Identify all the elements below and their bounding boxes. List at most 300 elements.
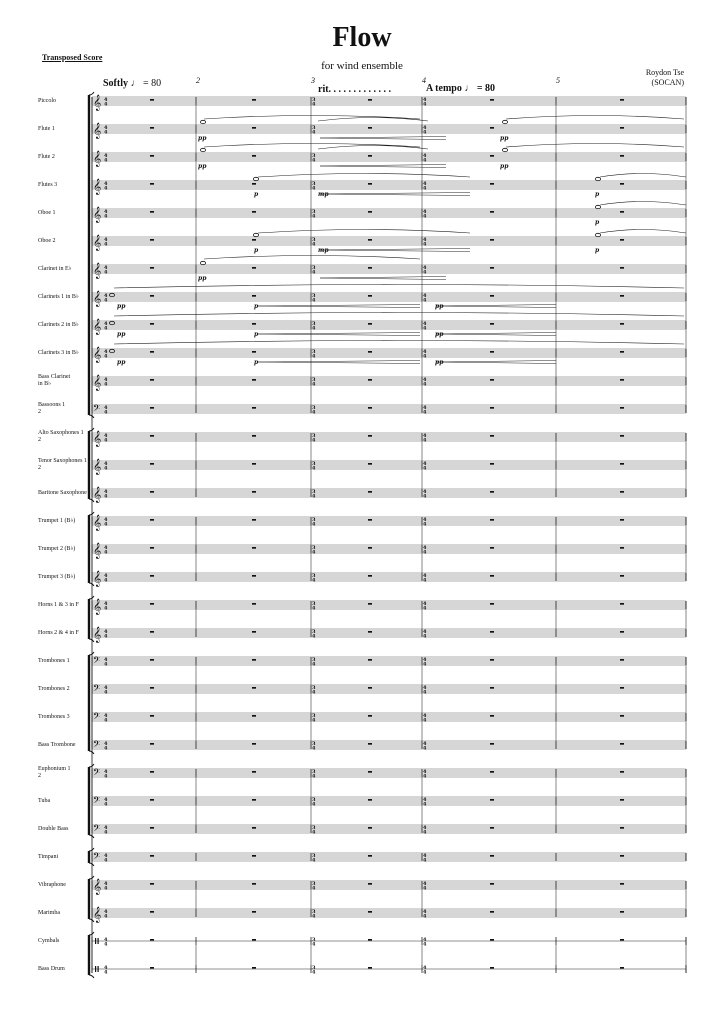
quarter-note-icon: ♩ <box>130 78 141 89</box>
time-signature-numerator: 4 <box>423 489 427 495</box>
treble-clef-icon: 𝄞 <box>93 515 102 531</box>
rest-icon <box>368 575 372 577</box>
rest-icon <box>620 239 624 241</box>
bass-clef-icon: 𝄢 <box>93 795 101 808</box>
instrument-label: Trombones 3 <box>38 714 70 720</box>
rest-icon <box>490 295 494 297</box>
rest-icon <box>150 323 154 325</box>
rest-icon <box>252 323 256 325</box>
rest-icon <box>252 743 256 745</box>
rest-icon <box>252 715 256 717</box>
rest-icon <box>620 603 624 605</box>
time-signature-numerator: 4 <box>423 741 427 747</box>
rest-icon <box>150 239 154 241</box>
time-signature-numerator: 4 <box>104 237 108 243</box>
rest-icon <box>252 883 256 885</box>
tie-slur <box>318 146 428 150</box>
time-signature-numerator: 3 <box>312 489 316 495</box>
time-signature-denominator: 4 <box>104 157 108 164</box>
treble-clef-icon: 𝄞 <box>93 487 102 503</box>
rest-icon <box>490 659 494 661</box>
treble-clef-icon: 𝄞 <box>93 95 102 111</box>
time-signature-denominator: 4 <box>104 773 108 780</box>
time-signature-numerator: 4 <box>423 293 427 299</box>
time-signature-denominator: 4 <box>423 129 427 136</box>
composer-name: Roydon Tse <box>645 68 684 77</box>
time-signature-denominator: 4 <box>423 885 427 892</box>
time-signature-numerator: 4 <box>104 601 108 607</box>
instrument-label: Trumpet 2 (B♭) <box>38 546 76 552</box>
treble-clef-icon: 𝄞 <box>93 263 102 279</box>
rest-icon <box>620 463 624 465</box>
hairpin <box>320 277 446 280</box>
rest-icon <box>368 295 372 297</box>
time-signature-denominator: 4 <box>423 465 427 472</box>
time-signature-numerator: 4 <box>423 769 427 775</box>
rest-icon <box>252 687 256 689</box>
rest-icon <box>150 519 154 521</box>
rest-icon <box>620 715 624 717</box>
dynamic-marking: pp <box>117 359 126 366</box>
tie-slur <box>204 256 420 260</box>
hairpin <box>258 361 420 364</box>
rest-icon <box>252 239 256 241</box>
rest-icon <box>490 183 494 185</box>
time-signature-numerator: 4 <box>104 881 108 887</box>
tie-slur <box>600 174 686 178</box>
time-signature-denominator: 4 <box>423 605 427 612</box>
rest-icon <box>490 939 494 941</box>
rest-icon <box>368 883 372 885</box>
time-signature-numerator: 4 <box>423 713 427 719</box>
rest-icon <box>150 715 154 717</box>
time-signature-denominator: 4 <box>104 661 108 668</box>
time-signature-denominator: 4 <box>312 241 316 248</box>
rest-icon <box>490 799 494 801</box>
hairpin <box>436 333 556 336</box>
rest-icon <box>252 771 256 773</box>
time-signature-denominator: 4 <box>423 969 427 976</box>
rest-icon <box>368 183 372 185</box>
time-signature-denominator: 4 <box>104 857 108 864</box>
rest-icon <box>252 575 256 577</box>
time-signature-denominator: 4 <box>104 493 108 500</box>
time-signature-denominator: 4 <box>312 773 316 780</box>
rest-icon <box>368 715 372 717</box>
hairpin <box>320 193 470 196</box>
rest-icon <box>490 211 494 213</box>
rest-icon <box>490 855 494 857</box>
time-signature-denominator: 4 <box>423 353 427 360</box>
rest-icon <box>490 519 494 521</box>
time-signature-numerator: 3 <box>312 517 316 523</box>
rest-icon <box>252 211 256 213</box>
time-signature-denominator: 4 <box>104 885 108 892</box>
time-signature-numerator: 3 <box>312 461 316 467</box>
time-signature-numerator: 4 <box>104 713 108 719</box>
rest-icon <box>252 519 256 521</box>
time-signature-numerator: 4 <box>423 517 427 523</box>
dynamic-marking: p <box>595 219 600 226</box>
instrument-label: Tuba <box>38 798 51 804</box>
tie-slur <box>318 118 428 122</box>
time-signature-numerator: 3 <box>312 769 316 775</box>
time-signature-numerator: 4 <box>423 601 427 607</box>
rest-icon <box>368 659 372 661</box>
rest-icon <box>368 435 372 437</box>
rest-icon <box>368 323 372 325</box>
instrument-label: Marimba <box>38 910 60 916</box>
rest-icon <box>620 211 624 213</box>
time-signature-numerator: 4 <box>423 461 427 467</box>
rest-icon <box>150 295 154 297</box>
time-signature-denominator: 4 <box>104 325 108 332</box>
score-subtitle: for wind ensemble <box>321 60 403 72</box>
rest-icon <box>150 267 154 269</box>
rest-icon <box>150 939 154 941</box>
dynamic-marking: p <box>254 331 259 338</box>
instrument-label: Euphonium 1 2 <box>38 766 71 779</box>
time-signature-denominator: 4 <box>104 577 108 584</box>
time-signature-numerator: 3 <box>312 293 316 299</box>
tempo-a-tempo-value: = 80 <box>476 83 496 94</box>
rest-icon <box>150 743 154 745</box>
time-signature-numerator: 3 <box>312 545 316 551</box>
time-signature-numerator: 4 <box>423 433 427 439</box>
time-signature-numerator: 4 <box>423 965 427 971</box>
time-signature-numerator: 3 <box>312 937 316 943</box>
rest-icon <box>620 743 624 745</box>
time-signature-denominator: 4 <box>423 269 427 276</box>
rest-icon <box>150 771 154 773</box>
instrument-label: Alto Saxophones 1 2 <box>38 430 84 443</box>
rest-icon <box>150 211 154 213</box>
rest-icon <box>368 911 372 913</box>
rest-icon <box>150 183 154 185</box>
note-head <box>595 177 600 180</box>
rest-icon <box>620 99 624 101</box>
time-signature-numerator: 3 <box>312 965 316 971</box>
rest-icon <box>490 603 494 605</box>
time-signature-denominator: 4 <box>423 297 427 304</box>
tie-slur <box>258 174 470 178</box>
time-signature-denominator: 4 <box>104 717 108 724</box>
rest-icon <box>368 211 372 213</box>
time-signature-numerator: 3 <box>312 349 316 355</box>
rest-icon <box>368 407 372 409</box>
time-signature-numerator: 4 <box>423 265 427 271</box>
rest-icon <box>252 351 256 353</box>
rest-icon <box>252 127 256 129</box>
tempo-start-text: Softly <box>103 78 128 89</box>
time-signature-denominator: 4 <box>423 801 427 808</box>
rest-icon <box>150 883 154 885</box>
rest-icon <box>620 295 624 297</box>
rest-icon <box>620 827 624 829</box>
rest-icon <box>252 631 256 633</box>
time-signature-denominator: 4 <box>423 857 427 864</box>
time-signature-numerator: 4 <box>104 629 108 635</box>
dynamic-marking: pp <box>500 135 509 142</box>
rest-icon <box>368 155 372 157</box>
time-signature-numerator: 4 <box>104 573 108 579</box>
time-signature-denominator: 4 <box>312 381 316 388</box>
measure-number-2: 2 <box>196 76 200 85</box>
instrument-label: Bass Trombone <box>38 742 76 748</box>
time-signature-numerator: 4 <box>423 377 427 383</box>
rest-icon <box>150 967 154 969</box>
rest-icon <box>490 883 494 885</box>
transposed-score-label: Transposed Score <box>42 53 103 62</box>
rest-icon <box>150 463 154 465</box>
time-signature-numerator: 4 <box>104 825 108 831</box>
time-signature-denominator: 4 <box>104 129 108 136</box>
rest-icon <box>620 351 624 353</box>
time-signature-denominator: 4 <box>312 325 316 332</box>
time-signature-denominator: 4 <box>312 885 316 892</box>
time-signature-numerator: 4 <box>104 797 108 803</box>
time-signature-denominator: 4 <box>312 185 316 192</box>
dynamic-marking: mp <box>318 247 329 254</box>
treble-clef-icon: 𝄞 <box>93 207 102 223</box>
instrument-label: Trumpet 1 (B♭) <box>38 518 76 524</box>
time-signature-numerator: 4 <box>423 881 427 887</box>
time-signature-denominator: 4 <box>423 521 427 528</box>
time-signature-denominator: 4 <box>104 521 108 528</box>
rest-icon <box>620 855 624 857</box>
instrument-label: Clarinets 3 in B♭ <box>38 350 79 356</box>
time-signature-numerator: 4 <box>104 265 108 271</box>
hairpin <box>320 165 446 168</box>
time-signature-numerator: 3 <box>312 97 316 103</box>
dynamic-marking: p <box>254 247 259 254</box>
time-signature-denominator: 4 <box>423 409 427 416</box>
time-signature-denominator: 4 <box>104 437 108 444</box>
time-signature-numerator: 4 <box>104 209 108 215</box>
tie-slur <box>114 313 684 317</box>
rest-icon <box>150 659 154 661</box>
time-signature-numerator: 4 <box>423 321 427 327</box>
rest-icon <box>368 547 372 549</box>
rest-icon <box>252 939 256 941</box>
rest-icon <box>490 267 494 269</box>
rest-icon <box>252 967 256 969</box>
rest-icon <box>150 687 154 689</box>
time-signature-numerator: 4 <box>104 293 108 299</box>
rest-icon <box>368 603 372 605</box>
rest-icon <box>150 155 154 157</box>
time-signature-numerator: 4 <box>104 349 108 355</box>
rest-icon <box>490 379 494 381</box>
measure-number-5: 5 <box>556 76 560 85</box>
instrument-label: Timpani <box>38 854 59 860</box>
rest-icon <box>150 631 154 633</box>
rest-icon <box>620 491 624 493</box>
time-signature-denominator: 4 <box>104 465 108 472</box>
rest-icon <box>252 379 256 381</box>
time-signature-denominator: 4 <box>423 325 427 332</box>
rest-icon <box>490 407 494 409</box>
time-signature-denominator: 4 <box>312 157 316 164</box>
dynamic-marking: pp <box>435 331 444 338</box>
rest-icon <box>368 519 372 521</box>
rest-icon <box>620 687 624 689</box>
note-head <box>200 261 205 264</box>
time-signature-denominator: 4 <box>104 297 108 304</box>
rest-icon <box>620 519 624 521</box>
time-signature-denominator: 4 <box>104 689 108 696</box>
time-signature-numerator: 4 <box>104 97 108 103</box>
rest-icon <box>150 435 154 437</box>
time-signature-denominator: 4 <box>104 101 108 108</box>
rest-icon <box>620 799 624 801</box>
instrument-label: Clarinet in E♭ <box>38 266 72 272</box>
time-signature-denominator: 4 <box>312 297 316 304</box>
treble-clef-icon: 𝄞 <box>93 375 102 391</box>
time-signature-numerator: 3 <box>312 713 316 719</box>
dynamic-marking: pp <box>435 359 444 366</box>
time-signature-numerator: 3 <box>312 909 316 915</box>
rest-icon <box>490 491 494 493</box>
rest-icon <box>620 547 624 549</box>
rest-icon <box>150 547 154 549</box>
time-signature-numerator: 3 <box>312 881 316 887</box>
time-signature-numerator: 4 <box>104 657 108 663</box>
rest-icon <box>490 911 494 913</box>
time-signature-denominator: 4 <box>423 577 427 584</box>
instrument-label: Bass Clarinet in B♭ <box>38 374 71 387</box>
rest-icon <box>368 827 372 829</box>
tie-slur <box>114 285 684 289</box>
time-signature-denominator: 4 <box>312 661 316 668</box>
instrument-label: Baritone Saxophone <box>38 490 87 496</box>
time-signature-denominator: 4 <box>312 437 316 444</box>
bass-clef-icon: 𝄢 <box>93 823 101 836</box>
dynamic-marking: pp <box>435 303 444 310</box>
time-signature-denominator: 4 <box>312 717 316 724</box>
rest-icon <box>150 603 154 605</box>
time-signature-denominator: 4 <box>423 241 427 248</box>
instrument-label: Flute 2 <box>38 154 55 160</box>
dynamic-marking: pp <box>117 331 126 338</box>
note-head <box>200 148 205 151</box>
time-signature-denominator: 4 <box>423 913 427 920</box>
time-signature-numerator: 3 <box>312 153 316 159</box>
rest-icon <box>150 99 154 101</box>
time-signature-denominator: 4 <box>312 829 316 836</box>
rest-icon <box>620 435 624 437</box>
time-signature-numerator: 4 <box>423 153 427 159</box>
time-signature-denominator: 4 <box>423 773 427 780</box>
time-signature-numerator: 4 <box>423 825 427 831</box>
time-signature-numerator: 3 <box>312 853 316 859</box>
time-signature-numerator: 3 <box>312 825 316 831</box>
treble-clef-icon: 𝄞 <box>93 879 102 895</box>
note-head <box>200 120 205 123</box>
time-signature-numerator: 3 <box>312 657 316 663</box>
instrument-label: Horns 2 & 4 in F <box>38 630 79 636</box>
rest-icon <box>620 379 624 381</box>
rest-icon <box>490 631 494 633</box>
time-signature-numerator: 3 <box>312 237 316 243</box>
time-signature-numerator: 3 <box>312 629 316 635</box>
time-signature-denominator: 4 <box>423 101 427 108</box>
tie-slur <box>114 341 684 345</box>
time-signature-denominator: 4 <box>104 381 108 388</box>
rest-icon <box>490 687 494 689</box>
rest-icon <box>150 799 154 801</box>
rest-icon <box>368 939 372 941</box>
rest-icon <box>490 547 494 549</box>
tie-slur <box>600 202 686 206</box>
rest-icon <box>490 827 494 829</box>
time-signature-numerator: 4 <box>423 125 427 131</box>
rest-icon <box>368 855 372 857</box>
instrument-label: Oboe 2 <box>38 238 56 244</box>
rest-icon <box>490 99 494 101</box>
dynamic-marking: pp <box>117 303 126 310</box>
rest-icon <box>252 407 256 409</box>
dynamic-marking: p <box>254 191 259 198</box>
time-signature-numerator: 4 <box>104 853 108 859</box>
time-signature-denominator: 4 <box>104 353 108 360</box>
time-signature-numerator: 4 <box>104 685 108 691</box>
treble-clef-icon: 𝄞 <box>93 907 102 923</box>
rest-icon <box>620 967 624 969</box>
instrument-label: Trombones 1 <box>38 658 70 664</box>
instrument-label: Clarinets 2 in B♭ <box>38 322 79 328</box>
time-signature-denominator: 4 <box>104 241 108 248</box>
bass-clef-icon: 𝄢 <box>93 739 101 752</box>
rest-icon <box>490 435 494 437</box>
dynamic-marking: pp <box>198 275 207 282</box>
rest-icon <box>252 99 256 101</box>
time-signature-numerator: 4 <box>423 181 427 187</box>
time-signature-denominator: 4 <box>423 493 427 500</box>
time-signature-numerator: 4 <box>104 909 108 915</box>
rest-icon <box>620 575 624 577</box>
note-head <box>502 120 507 123</box>
time-signature-denominator: 4 <box>104 213 108 220</box>
score-title: Flow <box>332 22 392 53</box>
rest-icon <box>620 267 624 269</box>
rest-icon <box>368 687 372 689</box>
composer-affiliation: (SOCAN) <box>651 78 684 87</box>
time-signature-denominator: 4 <box>312 913 316 920</box>
time-signature-numerator: 4 <box>104 545 108 551</box>
time-signature-denominator: 4 <box>423 633 427 640</box>
measure-number-3: 3 <box>311 76 315 85</box>
rest-icon <box>150 379 154 381</box>
time-signature-denominator: 4 <box>423 941 427 948</box>
rest-icon <box>620 659 624 661</box>
bracket-hook <box>89 975 94 978</box>
treble-clef-icon: 𝄞 <box>93 235 102 251</box>
rest-icon <box>620 323 624 325</box>
note-head <box>595 205 600 208</box>
bracket-hook <box>89 932 94 935</box>
time-signature-numerator: 4 <box>104 741 108 747</box>
tie-slur <box>506 144 684 148</box>
tie-slur <box>506 116 684 120</box>
time-signature-numerator: 4 <box>423 853 427 859</box>
time-signature-denominator: 4 <box>104 829 108 836</box>
time-signature-numerator: 3 <box>312 405 316 411</box>
tempo-a-tempo-text: A tempo <box>426 83 462 94</box>
percussion-clef-icon <box>98 938 99 944</box>
treble-clef-icon: 𝄞 <box>93 347 102 363</box>
hairpin <box>436 305 556 308</box>
